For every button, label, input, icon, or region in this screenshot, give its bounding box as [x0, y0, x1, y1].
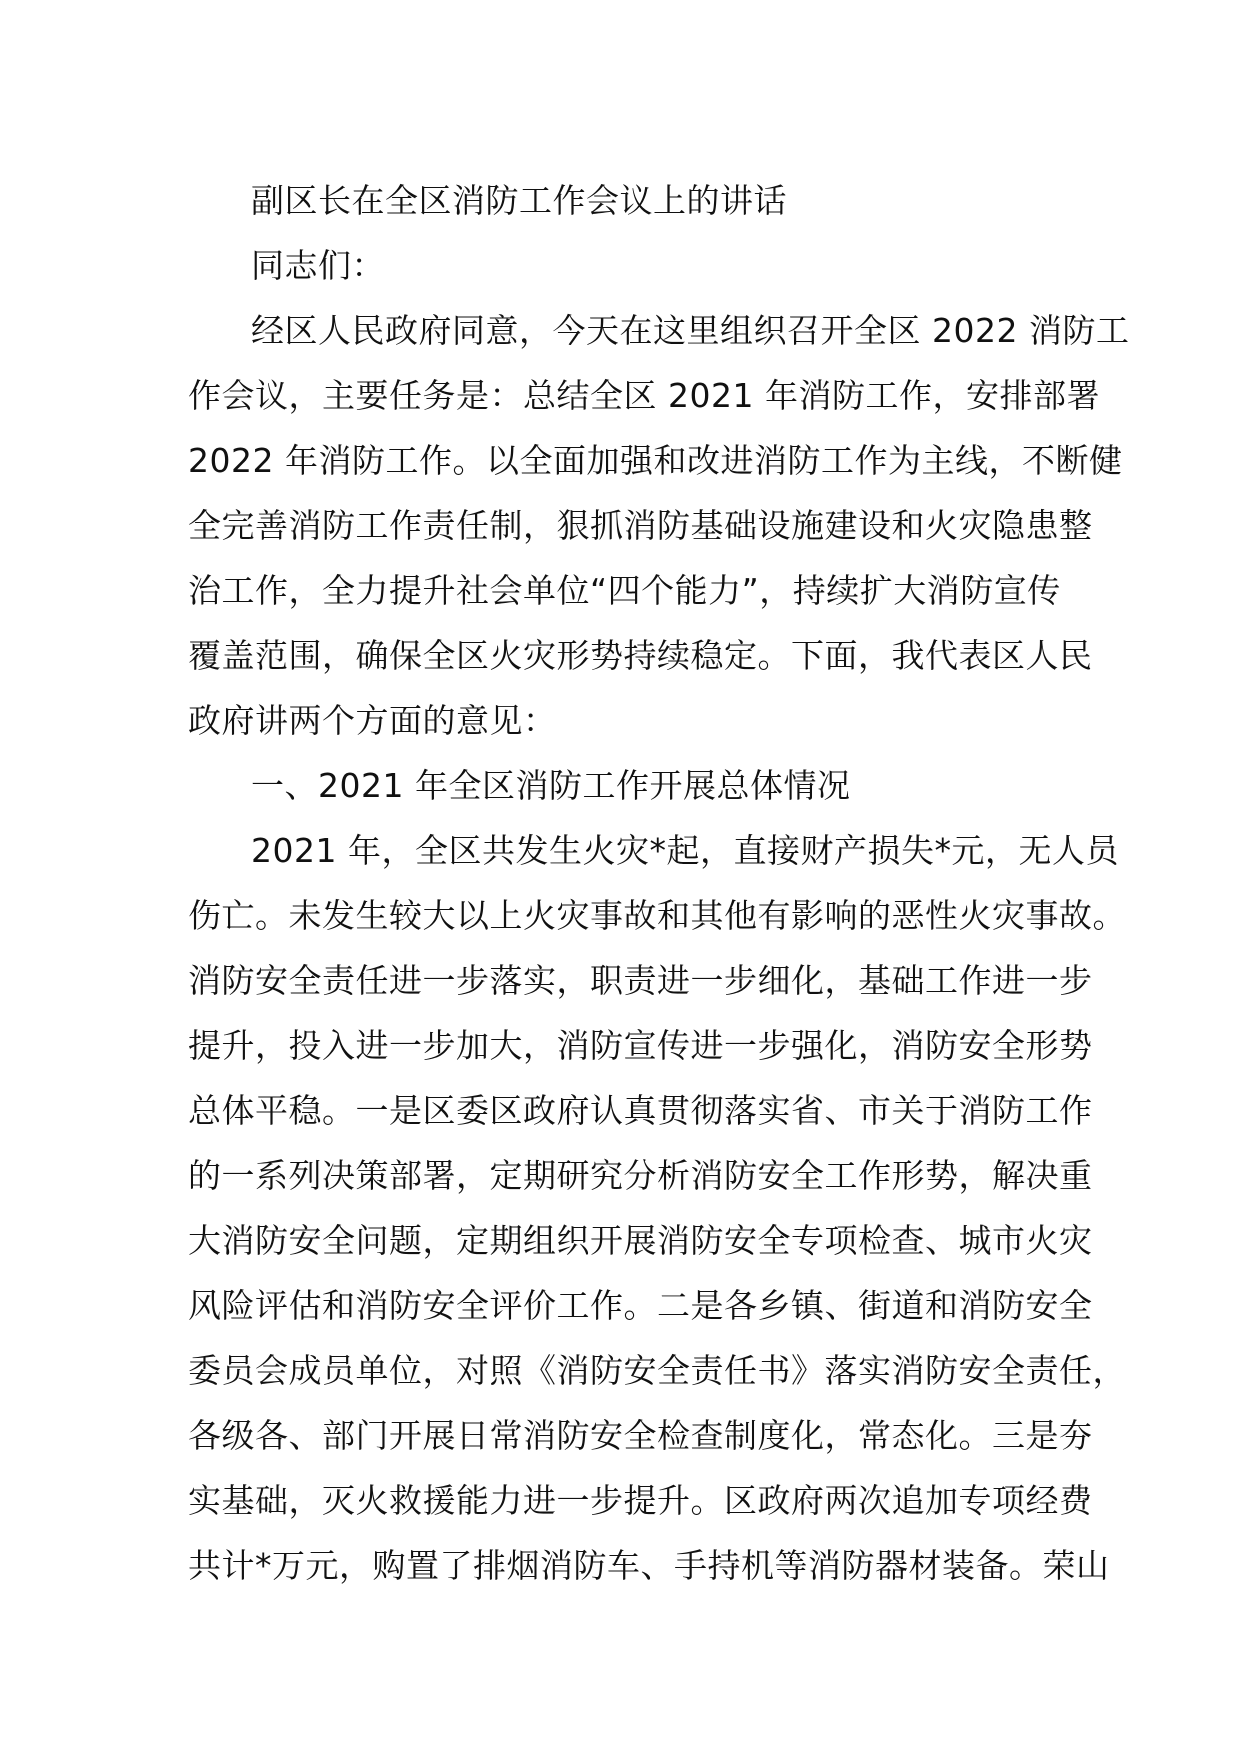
- paragraph-line: 消防安全责任进一步落实，职责进一步细化，基础工作进一步: [188, 961, 1093, 1000]
- paragraph-line: 治工作，全力提升社会单位“四个能力”，持续扩大消防宣传: [188, 571, 1061, 610]
- paragraph-line: 各级各、部门开展日常消防安全检查制度化，常态化。三是夯: [188, 1416, 1093, 1455]
- paragraph-line: 总体平稳。一是区委区政府认真贯彻落实省、市关于消防工作: [188, 1091, 1093, 1130]
- paragraph-line: 全完善消防工作责任制，狠抓消防基础设施建设和火灾隐患整: [188, 506, 1093, 545]
- document-body: [188, 168, 1130, 1598]
- paragraph-line: 委员会成员单位，对照《消防安全责任书》落实消防安全责任，: [188, 1351, 1126, 1390]
- paragraph-line: 2022 年消防工作。以全面加强和改进消防工作为主线，不断健: [188, 441, 1123, 480]
- paragraph-line: 大消防安全问题，定期组织开展消防安全专项检查、城市火灾: [188, 1221, 1093, 1260]
- paragraph-1: [188, 298, 1130, 753]
- paragraph-line: 覆盖范围，确保全区火灾形势持续稳定。下面，我代表区人民: [188, 636, 1093, 675]
- paragraph-line: 2021 年，全区共发生火灾*起，直接财产损失*元，无人员: [251, 831, 1119, 870]
- paragraph-2: [188, 818, 1126, 1598]
- paragraph-line: 伤亡。未发生较大以上火灾事故和其他有影响的恶性火灾事故。: [188, 896, 1126, 935]
- greeting: 同志们：: [251, 246, 385, 285]
- paragraph-line: 作会议，主要任务是：总结全区 2021 年消防工作，安排部署: [188, 376, 1100, 415]
- paragraph-line: 经区人民政府同意，今天在这里组织召开全区 2022 消防工: [251, 311, 1130, 350]
- paragraph-line: 的一系列决策部署，定期研究分析消防安全工作形势，解决重: [188, 1156, 1093, 1195]
- section-heading-1: 一、2021 年全区消防工作开展总体情况: [251, 766, 851, 805]
- paragraph-line: 风险评估和消防安全评价工作。二是各乡镇、街道和消防安全: [188, 1286, 1093, 1325]
- paragraph-line: 政府讲两个方面的意见：: [188, 701, 557, 740]
- paragraph-line: 提升，投入进一步加大，消防宣传进一步强化，消防安全形势: [188, 1026, 1093, 1065]
- paragraph-line: 共计*万元，购置了排烟消防车、手持机等消防器材装备。荣山: [188, 1546, 1110, 1585]
- document-title: 副区长在全区消防工作会议上的讲话: [251, 181, 787, 220]
- paragraph-line: 实基础，灭火救援能力进一步提升。区政府两次追加专项经费: [188, 1481, 1093, 1520]
